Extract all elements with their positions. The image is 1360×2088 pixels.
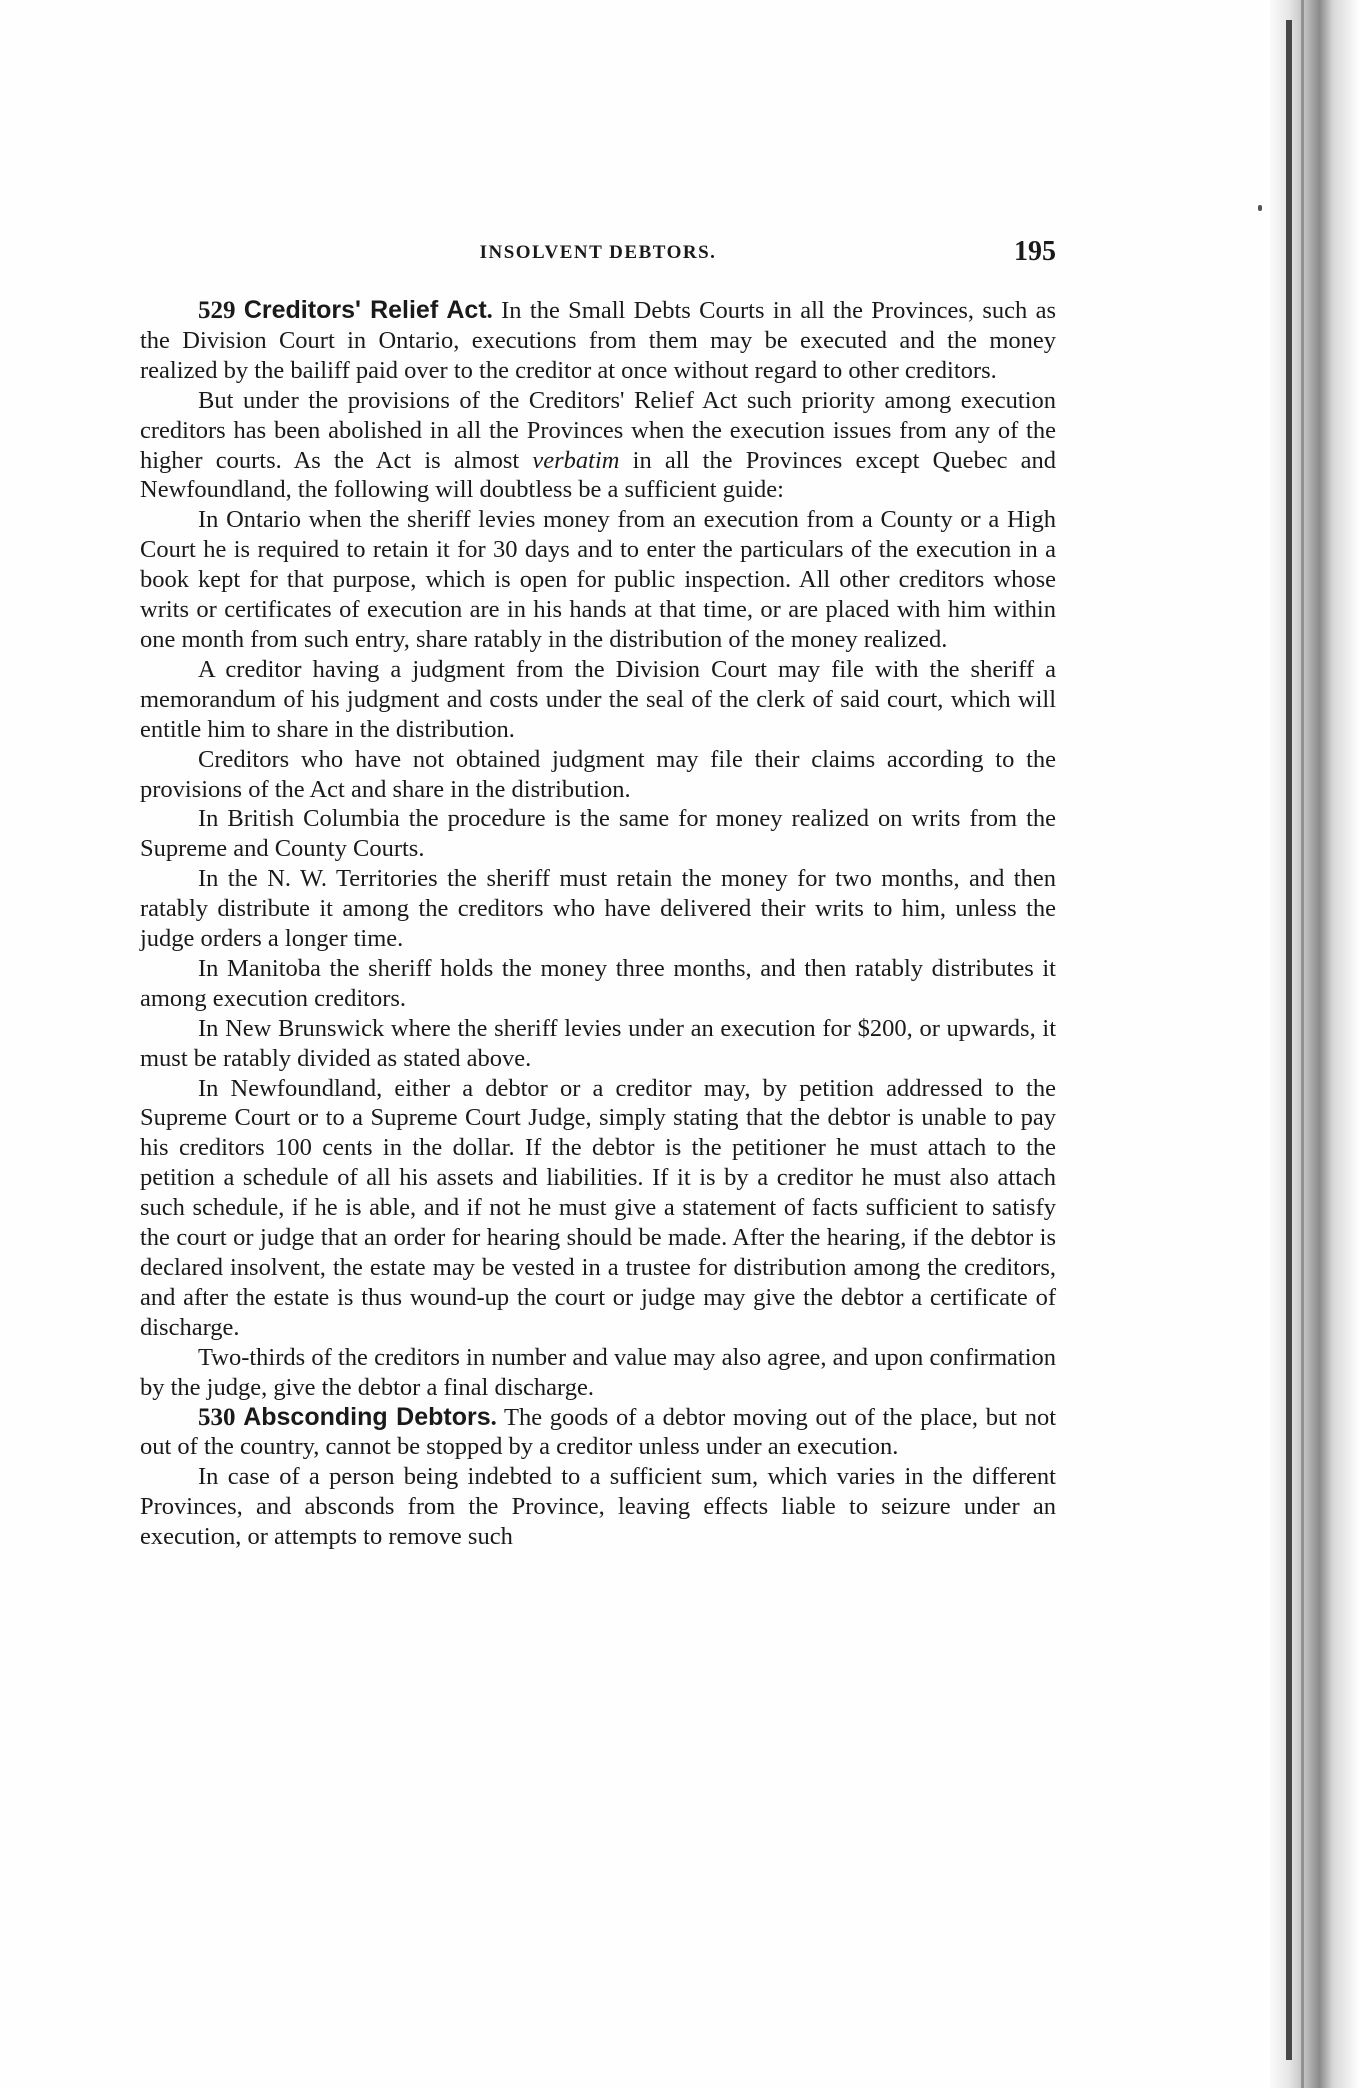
page-number: 195: [1014, 236, 1056, 267]
section-lead-text: In the Small Debts Courts in all the Provinces, such as the Division Court in Ontario, executions from them may be executed and the money realized by the bailiff paid over to the creditor at once without regard to other creditors.: [140, 297, 1057, 384]
paragraph-text: But under the provisions of the Creditors' Relief Act such priority among execution creditors has been abolished in all the Provinces when the execution issues from any of the higher courts. As the Act is almost: [140, 386, 1056, 474]
section-number: 530: [198, 1403, 236, 1431]
paragraph: In the N. W. Territories the sheriff must retain the money for two months, and then ratably distribute it among the creditors who have delivered their writs to him, unless the judge orders a longer time.: [140, 865, 1056, 953]
section-lead-text: The goods of a debtor moving out of the place, but not out of the country, cannot be stopped by a creditor unless under an execution.: [140, 1403, 1056, 1461]
section-heading-period: .: [490, 1403, 497, 1431]
binding-edge-dark: [1286, 20, 1292, 2060]
paragraph: In New Brunswick where the sheriff levies under an execution for $200, or upwards, it must be ratably divided as stated above.: [140, 1014, 1056, 1072]
paragraph: In case of a person being indebted to a sufficient sum, which varies in the different Provinces, and absconds from the Province, leaving effects liable to seizure under an execution, or attempts to remove such: [140, 1463, 1056, 1551]
paragraph: In Manitoba the sheriff holds the money three months, and then ratably distributes it among execution creditors.: [140, 954, 1056, 1012]
paragraph: In British Columbia the procedure is the same for money realized on writs from the Supreme and County Courts.: [140, 805, 1056, 863]
paragraph: In Newfoundland, either a debtor or a creditor may, by petition addressed to the Supreme Court or to a Supreme Court Judge, simply stating that the debtor is unable to pay his creditors 100 cents in the dollar. If the debtor is the petitioner he must attach to the petition a schedule of all his assets and liabilities. If it is by a creditor he must also attach such schedule, if he is able, and if not he must give a statement of facts sufficient to satisfy the court or judge that an order for hearing should be made. After the hearing, if the debtor is declared insolvent, the estate may be vested in a trustee for distribution among the creditors, and after the estate is thus wound-up the court or judge may give the debtor a certificate of discharge.: [140, 1074, 1056, 1341]
section-heading-period: .: [486, 297, 493, 324]
paragraph: Creditors who have not obtained judgment may file their claims according to the provisions of the Act and share in the distribution.: [140, 745, 1056, 803]
running-title: INSOLVENT DEBTORS.: [479, 242, 717, 263]
binding-edge: [1301, 0, 1304, 2088]
paragraph: A creditor having a judgment from the Division Court may file with the sheriff a memorandum of his judgment and costs under the seal of the clerk of said court, which will entitle him to share in the distribution.: [140, 655, 1056, 743]
paragraph: [140, 386, 1056, 506]
section-heading: Absconding Debtors: [243, 1402, 491, 1431]
paragraph-text: in all the Provinces except Quebec and Newfoundland, the following will doubtless be a sufficient guide:: [140, 446, 1056, 504]
section-530-lead-paragraph: [140, 1403, 1056, 1463]
section-529-lead-paragraph: [140, 296, 1056, 386]
running-head: [140, 236, 1056, 276]
page-spine-shadow: [1270, 0, 1360, 2088]
body-text: [140, 296, 1056, 1552]
italic-term: verbatim: [532, 446, 620, 474]
section-number: 529: [198, 297, 236, 324]
paragraph: Two-thirds of the creditors in number and value may also agree, and upon confirmation by the judge, give the debtor a final discharge.: [140, 1343, 1056, 1401]
paragraph: In Ontario when the sheriff levies money from an execution from a County or a High Court he is required to retain it for 30 days and to enter the particulars of the execution in a book kept for that purpose, which is open for public inspection. All other creditors whose writs or certificates of execution are in his hands at that time, or are placed with him within one month from such entry, share ratably in the distribution of the money realized.: [140, 506, 1056, 653]
section-heading: Creditors' Relief Act: [243, 296, 487, 324]
scan-speck: [1258, 205, 1262, 211]
